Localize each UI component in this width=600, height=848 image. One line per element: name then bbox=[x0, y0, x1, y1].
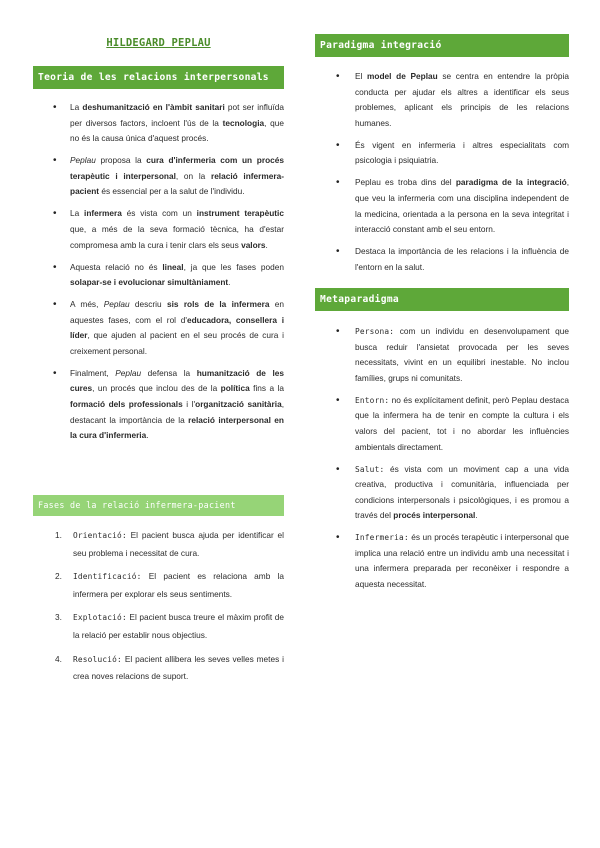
text-segment: fins a la bbox=[249, 383, 284, 394]
fase-description: El pacient es relaciona amb la infermera per explorar els seus sentiments. bbox=[73, 571, 284, 599]
bold-text: formació dels professionals bbox=[70, 399, 183, 410]
fase-item bbox=[33, 609, 284, 644]
term-label: Persona: bbox=[355, 327, 395, 336]
metaparadigma-bullet-item bbox=[315, 530, 569, 592]
text-segment: que, a més de la seva formació tècnica, ha d'estar compromesa amb la cura i tenir clars els seus bbox=[70, 223, 284, 250]
fase-term: Orientació: bbox=[73, 531, 127, 540]
text-segment: Peplau bbox=[115, 367, 142, 378]
fase-term: Resolució: bbox=[73, 654, 122, 664]
fase-number: 1. bbox=[55, 530, 62, 540]
fase-number: 4. bbox=[55, 653, 62, 664]
text-segment: pot ser influïda per diversos factors, incloent l'ús de la bbox=[70, 102, 285, 128]
paradigma-bullet-list bbox=[315, 69, 569, 282]
bullet-dot: • bbox=[53, 261, 57, 273]
text-segment: com un individu en desenvolupament que busca reduir l'ansietat provocada per les seves necessitats, vivint en un equilibri inestable. No inclou famílies, grups ni comunitats. bbox=[355, 326, 569, 383]
text-segment: descriu bbox=[129, 299, 167, 310]
text-segment: no és explícitament definit, però Peplau destaca que la infermera ha de tenir en compte la cultura i els valors del pacient, tot i no abordar les influències ambientals directament. bbox=[355, 394, 569, 452]
section-header-paradigma: Paradigma integració bbox=[315, 34, 569, 57]
fase-description: El pacient busca treure el màxim profit de la relació per establir nous objectius. bbox=[73, 612, 284, 640]
term-label: Entorn: bbox=[355, 395, 390, 405]
text-segment: proposa la bbox=[95, 155, 147, 166]
bullet-dot: • bbox=[53, 102, 57, 113]
teoria-bullet-item bbox=[33, 297, 284, 359]
fase-description: El pacient allibera les seves velles metes i crea noves relacions de suport. bbox=[73, 653, 284, 682]
text-segment: Finalment, bbox=[70, 367, 116, 378]
text-segment: Peplau bbox=[70, 155, 96, 166]
fase-term: Explotació: bbox=[73, 613, 127, 623]
text-segment: , que veu la infermeria com una disciplina independent de la medicina, orientada a la persona en la seva integritat i interacció constant amb el seu entorn. bbox=[355, 177, 570, 235]
bullet-dot: • bbox=[336, 532, 340, 544]
text-segment: és vista com un moviment cap a una vida creativa, productiva i comunitària, influenciada per condicions interpersonals i psicològiques, i es promou a través del bbox=[355, 463, 569, 521]
bold-text: cura d'infermeria com un procés terapèutic i interpersonal bbox=[70, 155, 284, 181]
section-header-teoria: Teoria de les relacions interpersonals bbox=[33, 66, 284, 89]
text-segment: i l' bbox=[182, 399, 196, 410]
text-segment: . bbox=[146, 430, 149, 441]
bold-text: tecnologia bbox=[222, 117, 265, 128]
bold-text: valors bbox=[241, 239, 266, 250]
teoria-bullet-item bbox=[33, 100, 284, 147]
bold-text: deshumanització en l'àmbit sanitari bbox=[82, 102, 225, 112]
metaparadigma-bullet-item bbox=[315, 462, 569, 524]
text-segment: defensa la bbox=[141, 367, 197, 378]
bold-text: organització sanitària bbox=[195, 399, 282, 410]
section-header-fases: Fases de la relació infermera-pacient bbox=[33, 495, 284, 516]
bold-text: instrument terapèutic bbox=[196, 208, 284, 219]
text-segment: El bbox=[355, 71, 368, 81]
text-segment: en aquestes fases, com el rol d' bbox=[70, 299, 285, 325]
fase-item bbox=[33, 651, 284, 686]
paradigma-bullet-item bbox=[315, 175, 569, 237]
bold-text: lineal bbox=[162, 261, 184, 272]
text-segment: Peplau es troba dins del bbox=[355, 177, 456, 188]
text-segment: Aquesta relació no és bbox=[70, 261, 163, 272]
bold-text: educadora, consellera i líder bbox=[70, 314, 285, 341]
bullet-dot: • bbox=[336, 177, 340, 189]
text-segment: La bbox=[70, 102, 83, 112]
text-segment: Destaca la importància de les relacions i la influència de l'entorn en la salut. bbox=[355, 246, 569, 272]
text-segment: . bbox=[228, 277, 231, 288]
bullet-dot: • bbox=[336, 394, 340, 406]
bold-text: relació interpersonal en la cura d'infermeria bbox=[70, 414, 284, 441]
paradigma-bullet-item bbox=[315, 244, 569, 275]
bold-text: procés interpersonal bbox=[393, 510, 476, 521]
bold-text: sis rols de la infermera bbox=[166, 299, 270, 310]
metaparadigma-bullet-item bbox=[315, 324, 569, 386]
text-segment: La bbox=[70, 208, 85, 219]
metaparadigma-bullet-list bbox=[315, 324, 569, 599]
text-segment: és un procés terapèutic i interpersonal que implica una relació entre un individu amb una necessitat i una infermera preparada per reconèixer i respondre a aquesta necessitat. bbox=[355, 532, 569, 590]
text-segment: és vista com un bbox=[121, 208, 197, 219]
section-header-metaparadigma: Metaparadigma bbox=[315, 288, 569, 311]
term-label: Infermeria: bbox=[355, 533, 409, 543]
text-segment: , destacant la importància de la bbox=[70, 399, 284, 425]
text-segment: , ja que les fases poden bbox=[183, 261, 284, 272]
paradigma-bullet-item bbox=[315, 69, 569, 131]
text-segment: A més, bbox=[70, 299, 104, 310]
text-segment: , que no és la causa única d'aquest procés. bbox=[70, 117, 284, 144]
bullet-dot: • bbox=[336, 326, 340, 337]
teoria-bullet-item bbox=[33, 153, 284, 200]
bold-text: infermera bbox=[84, 208, 122, 219]
text-segment: se centra en entendre la pròpia conducta per ajudar els altres a identificar els seus problemes, aplicant els principis de les relacions humanes. bbox=[355, 71, 569, 128]
bold-text: humanització de les cures bbox=[70, 367, 284, 394]
bullet-dot: • bbox=[53, 299, 57, 311]
bold-text: paradigma de la integració bbox=[455, 177, 567, 188]
bold-text: solapar-se i evolucionar simultàniament bbox=[70, 277, 229, 288]
page-title: HILDEGARD PEPLAU bbox=[106, 37, 211, 49]
bullet-dot: • bbox=[336, 139, 340, 151]
teoria-bullet-item bbox=[33, 260, 284, 291]
text-segment: . bbox=[265, 239, 268, 250]
text-segment: És vigent en infermeria i altres especialitats com psicologia i psiquiatria. bbox=[355, 139, 569, 166]
fase-number: 3. bbox=[55, 612, 62, 623]
fase-term: Identificació: bbox=[73, 572, 142, 582]
fase-item bbox=[33, 568, 284, 603]
text-segment: Peplau bbox=[103, 299, 130, 310]
teoria-bullet-list bbox=[33, 100, 284, 450]
teoria-bullet-item bbox=[33, 366, 284, 444]
metaparadigma-bullet-item bbox=[315, 393, 569, 455]
term-label: Salut: bbox=[355, 464, 385, 474]
bullet-dot: • bbox=[336, 246, 340, 258]
bold-text: model de Peplau bbox=[367, 71, 438, 81]
bullet-dot: • bbox=[53, 155, 57, 167]
bold-text: relació infermera-pacient bbox=[70, 170, 284, 197]
fase-item bbox=[33, 527, 284, 562]
text-segment: , un procés que inclou des de la bbox=[92, 383, 221, 394]
bullet-dot: • bbox=[336, 71, 340, 82]
bullet-dot: • bbox=[53, 208, 57, 220]
bold-text: política bbox=[220, 383, 250, 394]
bullet-dot: • bbox=[53, 367, 57, 379]
text-segment: , on la bbox=[175, 170, 211, 181]
text-segment: , que ajuden al pacient en el seu procés de cura i creixement personal. bbox=[70, 330, 284, 356]
teoria-bullet-item bbox=[33, 206, 284, 253]
bullet-dot: • bbox=[336, 463, 340, 475]
text-segment: és essencial per a la salut de l'individu. bbox=[99, 186, 245, 197]
text-segment: . bbox=[475, 510, 478, 521]
paradigma-bullet-item bbox=[315, 138, 569, 169]
fase-number: 2. bbox=[55, 571, 62, 582]
fases-list bbox=[33, 527, 284, 692]
fase-description: El pacient busca ajuda per identificar el seu problema i necessitat de cura. bbox=[73, 530, 284, 558]
